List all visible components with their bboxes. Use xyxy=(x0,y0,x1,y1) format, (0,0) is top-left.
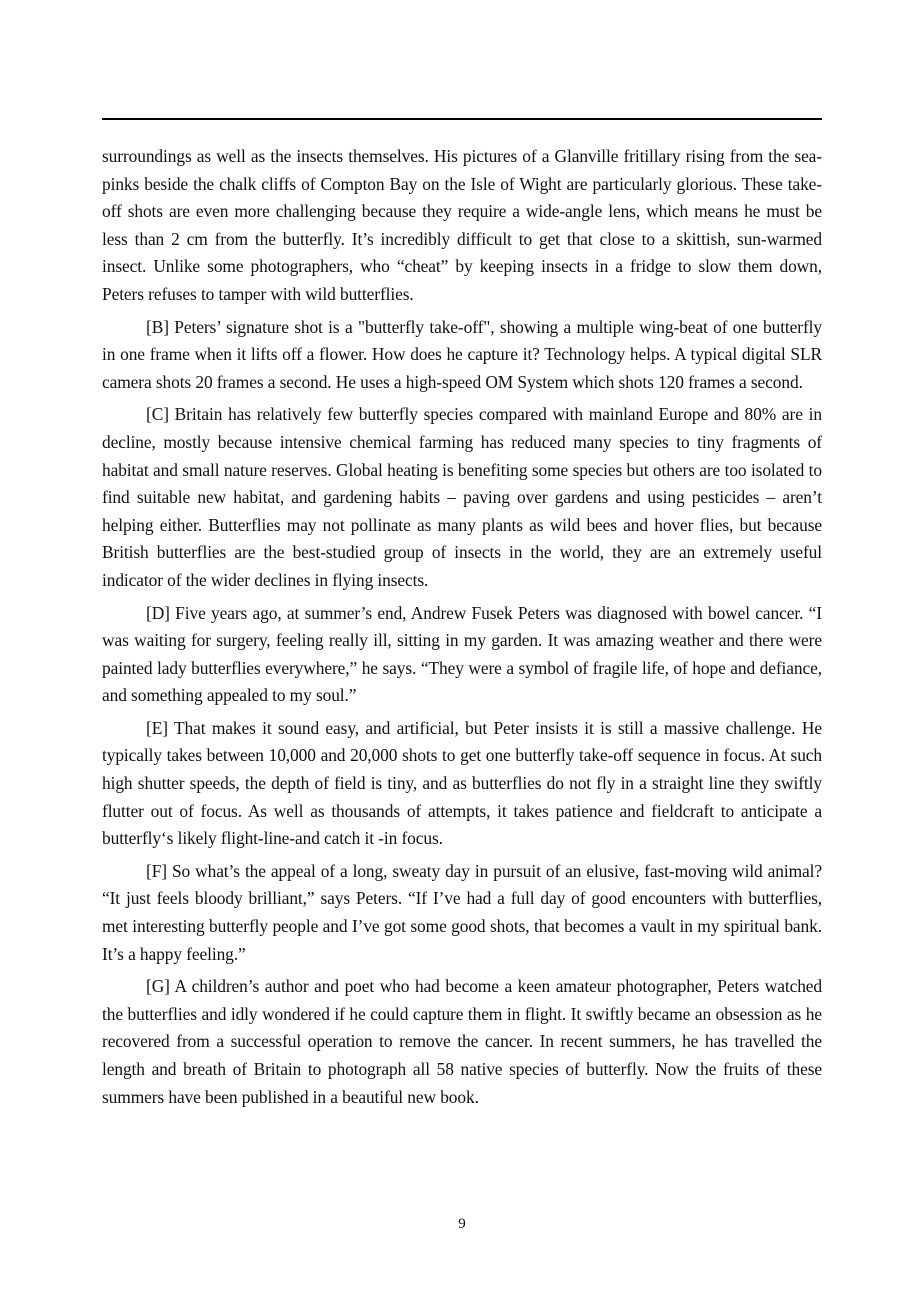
paragraph-f: [F] So what’s the appeal of a long, sweaty day in pursuit of an elusive, fast-moving wild animal? “It just feels bloody brilliant,” says Peters. “If I’ve had a full day of good encounters with butterflies, met interesting butterfly people and I’ve got some good shots, that becomes a vault in my spiritual bank. It’s a happy feeling.” xyxy=(102,860,822,964)
paragraph-b: [B] Peters’ signature shot is a "butterfly take-off", showing a multiple wing-beat of one butterfly in one frame when it lifts off a flower. How does he capture it? Technology helps. A typical digital SLR camera shots 20 frames a second. He uses a high-speed OM System which shots 120 frames a second. xyxy=(102,316,822,392)
paragraph-d: [D] Five years ago, at summer’s end, Andrew Fusek Peters was diagnosed with bowel cancer. “I was waiting for surgery, feeling really ill, sitting in my garden. It was amazing weather and there were painted lady butterflies everywhere,” he says. “They were a symbol of fragile life, of hope and defiance, and something appealed to my soul.” xyxy=(102,602,822,706)
page-number: 9 xyxy=(458,1216,466,1232)
page-body xyxy=(102,143,822,1116)
paragraph-c: [C] Britain has relatively few butterfly species compared with mainland Europe and 80% are in decline, mostly because intensive chemical farming has reduced many species to tiny fragments of habitat and small nature reserves. Global heating is benefiting some species but others are too isolated to find suitable new habitat, and gardening habits – paving over gardens and using pesticides – aren’t helping either. Butterflies may not pollinate as many plants as wild bees and hover flies, but because British butterflies are the best-studied group of insects in the world, they are an extremely useful indicator of the wider declines in flying insects. xyxy=(102,404,822,590)
paragraph-continued: surroundings as well as the insects themselves. His pictures of a Glanville fritillary rising from the sea-pinks beside the chalk cliffs of Compton Bay on the Isle of Wight are particularly glorious. These take-off shots are even more challenging because they require a wide-angle lens, which means he must be less than 2 cm from the butterfly. It’s incredibly difficult to get that close to a skittish, sun-warmed insect. Unlike some photographers, who “cheat” by keeping insects in a fridge to slow them down, Peters refuses to tamper with wild butterflies. xyxy=(102,146,822,304)
paragraph-e: [E] That makes it sound easy, and artificial, but Peter insists it is still a massive challenge. He typically takes between 10,000 and 20,000 shots to get one butterfly take-off sequence in focus. At such high shutter speeds, the depth of field is tiny, and as butterflies do not fly in a straight line they swiftly flutter out of focus. As well as thousands of attempts, it takes patience and fieldcraft to anticipate a butterfly‘s likely flight-line-and catch it -in focus. xyxy=(102,717,822,849)
paragraph-g: [G] A children’s author and poet who had become a keen amateur photographer, Peters watched the butterflies and idly wondered if he could capture them in flight. It swiftly became an obsession as he recovered from a successful operation to remove the cancer. In recent summers, he has travelled the length and breath of Britain to photograph all 58 native species of butterfly. Now the fruits of these summers have been published in a beautiful new book. xyxy=(102,976,822,1107)
header-rule xyxy=(102,118,822,120)
